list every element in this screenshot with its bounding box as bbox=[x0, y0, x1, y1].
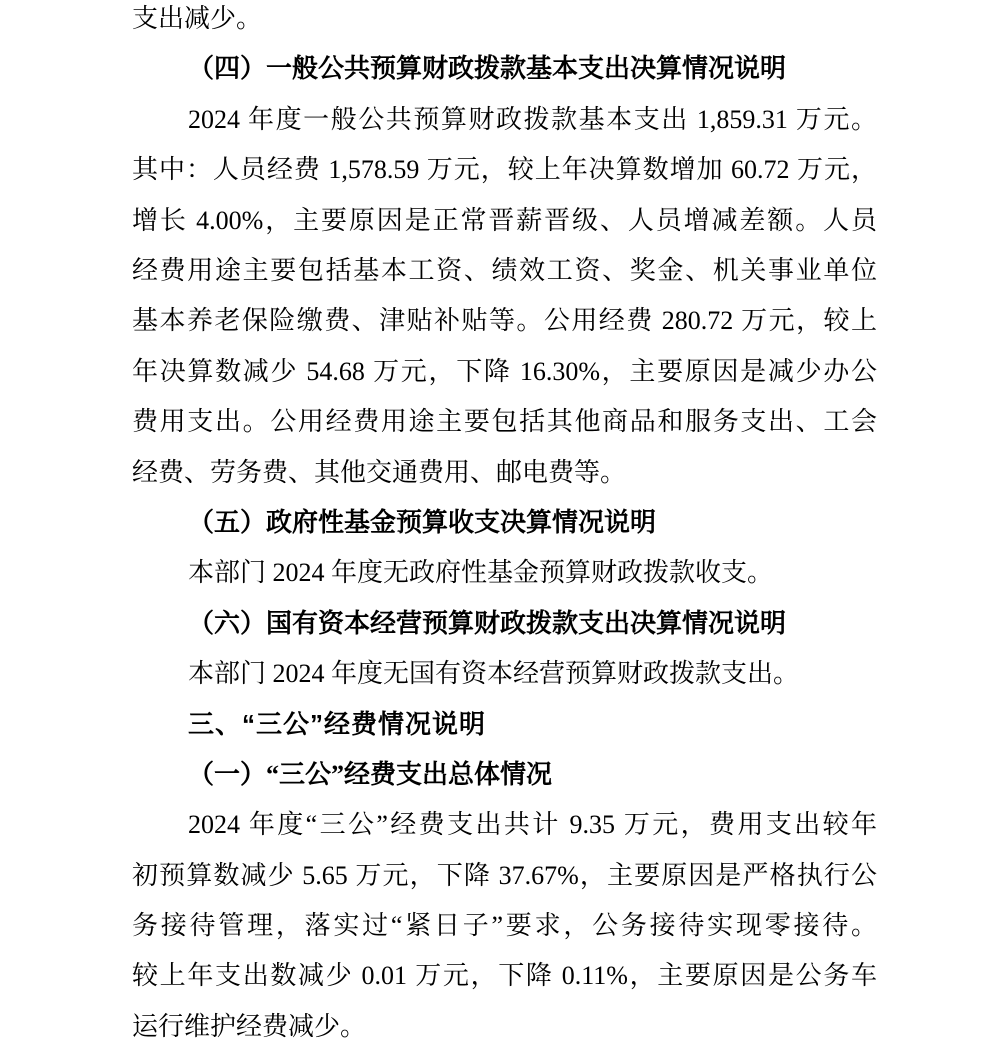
text-line: 初预算数减少 5.65 万元，下降 37.67%，主要原因是严格执行公 bbox=[132, 860, 877, 890]
text-line: 经费、劳务费、其他交通费用、邮电费等。 bbox=[132, 457, 627, 487]
text-line: 经费用途主要包括基本工资、绩效工资、奖金、机关事业单位 bbox=[132, 255, 877, 285]
document-content bbox=[132, 0, 877, 1043]
text-line: 较上年支出数减少 0.01 万元，下降 0.11%，主要原因是公务车 bbox=[132, 961, 877, 991]
section-heading: （一）“三公”经费支出总体情况 bbox=[188, 759, 553, 789]
text-line: 增长 4.00%，主要原因是正常晋薪晋级、人员增减差额。人员 bbox=[132, 205, 877, 235]
text-line: 年决算数减少 54.68 万元，下降 16.30%，主要原因是减少办公 bbox=[132, 356, 877, 386]
text-line: 2024 年度一般公共预算财政拨款基本支出 1,859.31 万元。 bbox=[188, 104, 877, 134]
text-line: 费用支出。公用经费用途主要包括其他商品和服务支出、工会 bbox=[132, 407, 877, 437]
text-line: 2024 年度“三公”经费支出共计 9.35 万元，费用支出较年 bbox=[188, 810, 877, 840]
text-line: 其中：人员经费 1,578.59 万元，较上年决算数增加 60.72 万元， bbox=[132, 155, 877, 185]
text-line: 本部门 2024 年度无国有资本经营预算财政拨款支出。 bbox=[188, 659, 800, 689]
text-line: 务接待管理，落实过“紧日子”要求，公务接待实现零接待。 bbox=[132, 911, 877, 941]
text-line: 运行维护经费减少。 bbox=[132, 1011, 367, 1041]
section-heading: （四）一般公共预算财政拨款基本支出决算情况说明 bbox=[188, 54, 787, 84]
text-line: 支出减少。 bbox=[132, 4, 263, 33]
text-line: 基本养老保险缴费、津贴补贴等。公用经费 280.72 万元，较上 bbox=[132, 306, 877, 336]
section-heading: （六）国有资本经营预算财政拨款支出决算情况说明 bbox=[188, 608, 787, 638]
section-heading: （五）政府性基金预算收支决算情况说明 bbox=[188, 507, 657, 537]
chapter-heading: 三、“三公”经费情况说明 bbox=[188, 709, 487, 740]
text-line: 本部门 2024 年度无政府性基金预算财政拨款收支。 bbox=[188, 558, 774, 588]
